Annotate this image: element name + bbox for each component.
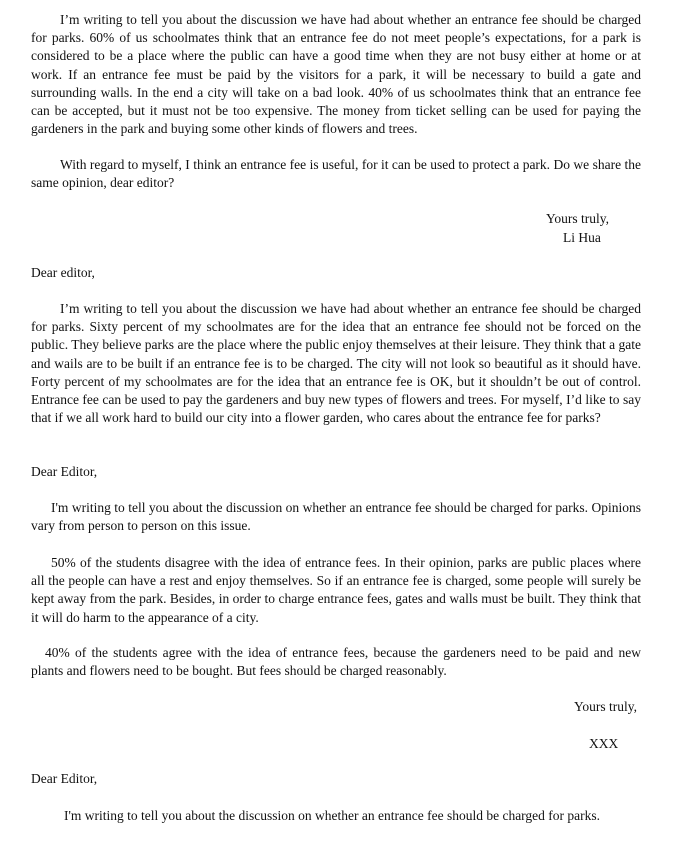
letter2-paragraph-1: I’m writing to tell you about the discussion we have had about whether an entrance fee should be charged for parks. Sixty percent of my schoolmates are for the idea that an entrance fee should not be forced on the public. They believe parks are the place where the public enjoy themselves at their leisure. They think that a gate and wails are to be built if an entrance fee is to be charged. The city will not look so beautiful as it should have. Forty percent of my schoolmates are for the idea that an entrance fee is OK, but it shouldn’t be out of control. Entrance fee can be used to pay the gardeners and buy new types of flowers and trees. For myself, I’d like to say that if we all work hard to build our city into a flower garden, who cares about the entrance fee for parks? xyxy=(31,301,641,426)
letter2-salutation: Dear editor, xyxy=(31,265,95,280)
letter3-paragraph-2: 50% of the students disagree with the idea of entrance fees. In their opinion, parks are public places where all the people can have a rest and enjoy themselves. So if an entrance fee is charged, some people will surely be kept away from the park. Besides, in order to charge entrance fees, gates and walls must be built. They think that it will do harm to the appearance of a city. xyxy=(31,555,641,625)
letter3-signature: XXX xyxy=(589,736,619,751)
letter4-salutation: Dear Editor, xyxy=(31,771,98,786)
letter3-paragraph-1: I'm writing to tell you about the discussion on whether an entrance fee should be charged for parks. Opinions vary from person to person on this issue. xyxy=(31,500,641,534)
letter4-paragraph-1: I'm writing to tell you about the discussion on whether an entrance fee should be charged for parks. xyxy=(64,808,601,823)
letter1-paragraph-2: With regard to myself, I think an entrance fee is useful, for it can be used to protect a park. Do we share the same opinion, dear editor? xyxy=(31,157,641,191)
letter3-salutation: Dear Editor, xyxy=(31,464,98,479)
letter3-paragraph-3: 40% of the students agree with the idea of entrance fees, because the gardeners need to be paid and new plants and flowers need to be bought. But fees should be charged reasonably. xyxy=(31,645,641,679)
letter1-paragraph-1: I’m writing to tell you about the discussion we have had about whether an entrance fee should be charged for parks. 60% of us schoolmates think that an entrance fee do not meet people’s expectations, for a park is considered to be a place where the public can have a good time when they are not busy either at home or at work. If an entrance fee must be paid by the visitors for a park, it will be necessary to build a gate and surrounding walls. In the end a city will take on a bad look. 40% of us schoolmates think that an entrance fee can be accepted, but it must not be too expensive. The money from ticket selling can be used for paying the gardeners in the park and buying some other kinds of flowers and trees. xyxy=(31,12,641,137)
letter1-closing: Yours truly, xyxy=(546,211,610,226)
letter1-signature: Li Hua xyxy=(563,230,601,245)
letter3-closing: Yours truly, xyxy=(574,699,638,714)
